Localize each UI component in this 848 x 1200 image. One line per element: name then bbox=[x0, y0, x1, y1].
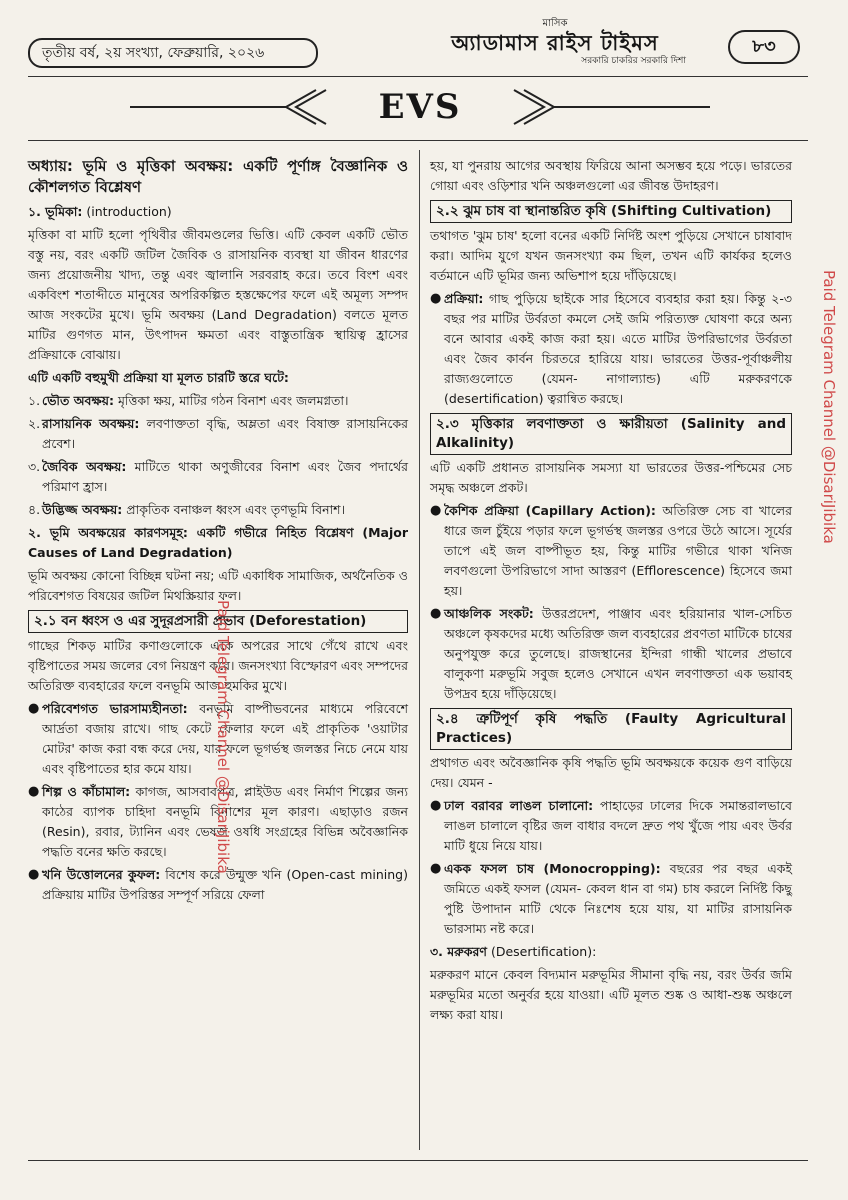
section-2-4-text: প্রথাগত এবং অবৈজ্ঞানিক কৃষি পদ্ধতি ভূমি অবক্ষয়কে কয়েক গুণ বাড়িয়ে দেয়। যেমন - bbox=[430, 755, 792, 790]
level-item: ১. ভৌত অবক্ষয়: মৃত্তিকা ক্ষয়, মাটির গঠন বিনাশ এবং জলমগ্নতা। bbox=[28, 393, 349, 408]
section-title: EVS bbox=[378, 87, 462, 127]
watermark-right: Paid Telegram Channel @DisariJibika bbox=[820, 270, 838, 544]
masthead-monthly: মাসিক bbox=[542, 18, 568, 29]
section-2-3-heading: ২.৩ মৃত্তিকার লবণাক্ততা ও ক্ষারীয়তা (Salinity and Alkalinity) bbox=[430, 413, 792, 455]
bullet-item: ● আঞ্চলিক সংকট: উত্তরপ্রদেশ, পাঞ্জাব এবং হরিয়ানার খাল-সেচিত অঞ্চলে কৃষকদের মধ্যে অতিরিক্ত জল ব্যবহারের প্রবণতা মাটিকে চাষের অনুপযুক্ত করে তুলেছে। রাজস্থানের ইন্দিরা গান্ধী খালের প্রভাবে বালুকণা মরুভূমি সবুজ হলেও সেখানে এখন লবণাক্ততা এক ভয়াবহ উপদ্রব হয়ে দাঁড়িয়েছে। bbox=[430, 606, 792, 701]
section-3-text: মরুকরণ মানে কেবল বিদ্যমান মরুভূমির সীমানা বৃদ্ধি নয়, বরং উর্বর জমি মরুভূমির মতো অনুর্বর হয়ে যাওয়া। এটি মূলত শুষ্ক ও আধা-শুষ্ক অঞ্চলে লক্ষ্য করা যায়। bbox=[430, 967, 792, 1022]
column-separator bbox=[419, 150, 420, 1150]
bullet-icon: ● bbox=[430, 798, 442, 813]
bullet-icon: ● bbox=[430, 861, 442, 876]
level-item: ৪. উদ্ভিজ্জ অবক্ষয়: প্রাকৃতিক বনাঞ্চল ধ্বংস এবং তৃণভূমি বিনাশ। bbox=[28, 502, 346, 517]
level-item: ৩. জৈবিক অবক্ষয়: মাটিতে থাকা অণুজীবের বিনাশ এবং জৈব পদার্থের পরিমাণ হ্রাস। bbox=[28, 459, 408, 494]
section-2-2-heading: ২.২ ঝুম চাষ বা স্থানান্তরিত কৃষি (Shifting Cultivation) bbox=[430, 200, 792, 223]
bullet-item: ● প্রক্রিয়া: গাছ পুড়িয়ে ছাইকে সার হিসেবে ব্যবহার করা হয়। কিন্তু ২-৩ বছর পর মাটির উর্বরতা কমলে সেই জমি পরিত্যক্ত ঘোষণা করে অন্য বনে আবার একই কাজ করা হয়। এতে মাটির উপরিভাগের উর্বরতা এবং জৈব কার্বন চিরতরে হারিয়ে যায়। ভারতের উত্তর-পূর্বাঞ্চলীয় রাজ্যগুলোতে (যেমন- নাগাল্যান্ড) এটি মরুকরণকে (desertification) ত্বরান্বিত করছে। bbox=[430, 291, 792, 406]
bullet-icon: ● bbox=[430, 606, 442, 621]
intro-text: মৃত্তিকা বা মাটি হলো পৃথিবীর জীবমণ্ডলের ভিত্তি। এটি কেবল একটি ভৌত বস্তু নয়, বরং একটি জটিল জৈবিক ও রাসায়নিক ব্যবস্থা যা জীবন ধারণের জন্য প্রয়োজনীয় খাদ্য, তন্তু এবং জ্বালানি সরবরাহ করে। তবে বিংশ এবং একবিংশ শতাব্দীতে মানুষের অপরিকল্পিত হস্তক্ষেপের ফলে এই অমূল্য সম্পদ আজ সংকটের মুখে। ভূমি অবক্ষয় (Land Degradation) বলতে মূলত মাটির গুণগত মান, উৎপাদন ক্ষমতা এবং বাস্তুতান্ত্রিক স্থায়িত্ব হ্রাসের প্রক্রিয়াকে বোঝায়। bbox=[28, 227, 408, 362]
bullet-item: ● খনি উত্তোলনের কুফল: বিশেষ করে উন্মুক্ত খনি (Open-cast mining) প্রক্রিয়ায় মাটির উপরিস্তর সম্পূর্ণ সরিয়ে ফেলা bbox=[28, 867, 408, 902]
causes-heading: ২. ভূমি অবক্ষয়ের কারণসমূহ: একটি গভীরে নিহিত বিশ্লেষণ (Major Causes of Land Degradation) bbox=[28, 525, 408, 560]
bullet-item: ● পরিবেশগত ভারসাম্যহীনতা: বনভূমি বাষ্পীভবনের মাধ্যমে পরিবেশে আর্দ্রতা বজায় রাখে। গাছ কেটে ফেলার ফলে এই প্রাকৃতিক 'ওয়াটার মোটর' কাজ করা বন্ধ করে দেয়, যার ফলে ভূগর্ভস্থ জলস্তর নিচে নেমে যায় এবং বৃষ্টিপাতের হার কমে যায়। bbox=[28, 701, 408, 776]
bullet-icon: ● bbox=[28, 784, 40, 799]
section-3-heading: ৩. মরুকরণ (Desertification): bbox=[430, 944, 597, 959]
section-2-1-heading: ২.১ বন ধ্বংস ও এর সুদূরপ্রসারী প্রভাব (Deforestation) bbox=[28, 610, 408, 633]
bullet-icon: ● bbox=[430, 503, 442, 518]
section-2-2-text: তথাগত 'ঝুম চাষ' হলো বনের একটি নির্দিষ্ট অংশ পুড়িয়ে সেখানে চাষাবাদ করা। আদিম যুগে যখন জনসংখ্যা কম ছিল, তখন এটি কার্যকর হলেও বর্তমানে এটি ভূমির জন্য অভিশাপ হয়ে দাঁড়িয়েছে। bbox=[430, 228, 792, 283]
footer-rule bbox=[28, 1160, 808, 1161]
issue-label: তৃতীয় বর্ষ, ২য় সংখ্যা, ফেব্রুয়ারি, ২০২৬ bbox=[28, 38, 318, 68]
masthead bbox=[410, 18, 700, 67]
level-item: ২. রাসায়নিক অবক্ষয়: লবণাক্ততা বৃদ্ধি, অম্লতা এবং বিষাক্ত রাসায়নিকের প্রবেশ। bbox=[28, 416, 408, 451]
page-number: ৮৩ bbox=[728, 30, 800, 64]
bullet-icon: ● bbox=[28, 867, 40, 882]
section-banner bbox=[120, 86, 720, 128]
bullet-item: ● ঢাল বরাবর লাঙল চালানো: পাহাড়ের ঢালের দিকে সমান্তরালভাবে লাঙল চালালে বৃষ্টির জল বাধার বদলে দ্রুত পথ খুঁজে পায় এবং উর্বর মাটি ধুয়ে নিয়ে যায়। bbox=[430, 798, 792, 853]
right-column bbox=[430, 156, 792, 1028]
masthead-tagline: সরকারি চাকরির সরকারি দিশা bbox=[581, 56, 686, 66]
section-2-1-text: গাছের শিকড় মাটির কণাগুলোকে একে অপরের সাথে গেঁথে রাখে এবং বৃষ্টিপাতের সময় জলের বেগ নিয়ন্ত্রণ করে। জনসংখ্যা বিস্ফোরণ এবং সম্পদের অতিরিক্ত ব্যবহারের ফলে বনভূমি আজ হুমকির মুখে। bbox=[28, 638, 408, 693]
section-2-4-heading: ২.৪ ত্রুটিপূর্ণ কৃষি পদ্ধতি (Faulty Agricultural Practices) bbox=[430, 708, 792, 750]
intro-heading: ১. ভূমিকা: (introduction) bbox=[28, 204, 172, 219]
bullet-item: ● শিল্প ও কাঁচামাল: কাগজ, আসবাবপত্র, প্লাইউড এবং নির্মাণ শিল্পের জন্য কাঠের ব্যাপক চাহিদা বনভূমি বিনাশের মূল কারণ। এছাড়াও রজন (Resin), রবার, ট্যানিন এবং ভেষজ ওষধি সংগ্রহের বিভিন্ন অবৈজ্ঞানিক পদ্ধতি বনের ক্ষতি করছে। bbox=[28, 784, 409, 859]
header-rule bbox=[28, 76, 808, 77]
bullet-icon: ● bbox=[28, 701, 40, 716]
bullet-icon: ● bbox=[430, 291, 442, 306]
chapter-title: অধ্যায়: ভূমি ও মৃত্তিকা অবক্ষয়: একটি পূর্ণাঙ্গ বৈজ্ঞানিক ও কৌশলগত বিশ্লেষণ bbox=[28, 157, 408, 196]
bullet-item: ● কৈশিক প্রক্রিয়া (Capillary Action): অতিরিক্ত সেচ বা খালের ধারে জল চুঁইয়ে পড়ার ফলে ভূগর্ভস্থ জলস্তর ওপরে উঠে আসে। সূর্যের তাপে এই জল বাষ্পীভূত হয়, কিন্তু মাটির গভীরে থাকা খনিজ লবণগুলো উপরিভাগে সাদা আস্তরণ (Efflorescence) হিসেবে জমা হয়। bbox=[430, 503, 792, 598]
section-2-3-text: এটি একটি প্রধানত রাসায়নিক সমস্যা যা ভারতের উত্তর-পশ্চিমের সেচ সমৃদ্ধ অঞ্চলে প্রকট। bbox=[430, 460, 792, 495]
continued-text: হয়, যা পুনরায় আগের অবস্থায় ফিরিয়ে আনা অসম্ভব হয়ে পড়ে। ভারতের গোয়া এবং ওড়িশার খনি অঞ্চলগুলো এর জীবন্ত উদাহরণ। bbox=[430, 158, 792, 193]
causes-text: ভূমি অবক্ষয় কোনো বিচ্ছিন্ন ঘটনা নয়; এটি একাধিক সামাজিক, অর্থনৈতিক ও পরিবেশগত বিষয়ের জটিল মিথস্ক্রিয়ার ফল। bbox=[28, 568, 408, 603]
page: তৃতীয় বর্ষ, ২য় সংখ্যা, ফেব্রুয়ারি, ২০২৬ মাসিক অ্যাডামাস রাইস টাইমস সরকারি চাকরির সরকারি দিশা ৮৩ EVS অধ্যায়: ভূমি ও মৃত্তিকা অবক্ষয়: একটি পূর্ণাঙ্গ বৈজ্ঞানিক ও কৌশলগত বিশ্লেষণ ১. ভূমিকা: (introduction) মৃত্তিকা বা মাটি হলো পৃথিবীর জীবমণ্ডলের ভিত্তি। এটি কেবল একটি ভৌত বস্তু নয়, বরং একটি জটিল জৈবিক ও রাসায়নিক ব্যবস্থা যা জীবন ধারণের জন্য প্রয়োজনীয় খাদ্য, তন্তু এবং জ্বালানি সরবরাহ করে। তবে বিংশ এবং একবিংশ শতাব্দীতে মানুষের অপরিকল্পিত হস্তক্ষেপের ফলে এই অমূল্য সম্পদ আজ সংকটের মুখে। ভূমি অবক্ষয় (Land Degradation) বলতে মূলত মাটির গুণগত মান, উৎপাদন ক্ষমতা এবং বাস্তুতান্ত্রিক স্থায়িত্ব হ্রাসের প্রক্রিয়াকে বোঝায়। এটি একটি বহুমুখী প্রক্রিয়া যা মূলত চারটি স্তরে ঘটে: ১. ভৌত অবক্ষয়: মৃত্তিকা ক্ষয়, মাটির গঠন বিনাশ এবং জলমগ্নতা। ২. রাসায়নিক অবক্ষয়: লবণাক্ততা বৃদ্ধি, অম্লতা এবং বিষাক্ত রাসায়নিকের প্রবেশ। ৩. জৈবিক অবক্ষয়: মাটিতে থাকা অণুজীবের বিনাশ এবং জৈব পদার্থের পরিমাণ হ্রাস। ৪. উদ্ভিজ্জ অবক্ষয়: প্রাকৃতিক বনাঞ্চল ধ্বংস এবং তৃণভূমি বিনাশ। ২. ভূমি অবক্ষয়ের কারণসমূহ: একটি গভীরে নিহিত বিশ্লেষণ (Major Causes of Land Degradation) ভূমি অবক্ষয় কোনো বিচ্ছিন্ন ঘটনা নয়; এটি একাধিক সামাজিক, অর্থনৈতিক ও পরিবেশগত বিষয়ের জটিল মিথস্ক্রিয়ার ফল। ২.১ বন ধ্বংস ও এর সুদূরপ্রসারী প্রভাব (Deforestation) গাছের শিকড় মাটির কণাগুলোকে একে অপরের সাথে গেঁথে রাখে এবং বৃষ্টিপাতের সময় জলের বেগ নিয়ন্ত্রণ করে। জনসংখ্যা বিস্ফোরণ এবং সম্পদের অতিরিক্ত ব্যবহারের ফলে বনভূমি আজ হুমকির মুখে। ● পরিবেশগত ভারসাম্যহীনতা: বনভূমি বাষ্পীভবনের মাধ্যমে পরিবেশে আর্দ্রতা বজায় রাখে। গাছ কেটে ফেলার ফলে এই প্রাকৃতিক 'ওয়াটার মোটর' কাজ করা বন্ধ করে দেয়, যার ফলে ভূগর্ভস্থ জলস্তর নিচে নেমে যায় এবং বৃষ্টিপাতের হার কমে যায়। ● শিল্প ও কাঁচামাল: কাগজ, আসবাবপত্র, প্লাইউড এবং নির্মাণ শিল্পের জন্য কাঠের ব্যাপক চাহিদা বনভূমি বিনাশের মূল কারণ। এছাড়াও রজন (Resin), রবার, ট্যানিন এবং ভেষজ ওষধি সংগ্রহের বিভিন্ন অবৈজ্ঞানিক পদ্ধতি বনের ক্ষতি করছে। ● খনি উত্তোলনের কুফল: বিশেষ করে উন্মুক্ত খনি (Open-cast mining) প্রক্রিয়ায় মাটির উপরিস্তর সম্পূর্ণ সরিয়ে ফেলা হয়, যা পুনরায় আগের অবস্থায় ফিরিয়ে আনা অসম্ভব হয়ে পড়ে। ভারতের গোয়া এবং ওড়িশার খনি অঞ্চলগুলো এর জীবন্ত উদাহরণ। ২.২ ঝুম চাষ বা স্থানান্তরিত কৃষি (Shifting Cultivation) তথাগত 'ঝুম চাষ' হলো বনের একটি নির্দিষ্ট অংশ পুড়িয়ে সেখানে চাষাবাদ করা। আদিম যুগে যখন জনসংখ্যা কম ছিল, তখন এটি কার্যকর হলেও বর্তমানে এটি ভূমির জন্য অভিশাপ হয়ে দাঁড়িয়েছে। ● প্রক্রিয়া: গাছ পুড়িয়ে ছাইকে সার হিসেবে ব্যবহার করা হয়। কিন্তু ২-৩ বছর পর মাটির উর্বরতা কমলে সেই জমি পরিত্যক্ত ঘোষণা করে অন্য বনে আবার একই কাজ করা হয়। এতে মাটির উপরিভাগের উর্বরতা এবং জৈব কার্বন চিরতরে হারিয়ে যায়। ভারতের উত্তর-পূর্বাঞ্চলীয় রাজ্যগুলোতে (যেমন- নাগাল্যান্ড) এটি মরুকরণকে (desertification) ত্বরান্বিত করছে। ২.৩ মৃত্তিকার লবণাক্ততা ও ক্ষারীয়তা (Salinity and Alkalinity) এটি একটি প্রধানত রাসায়নিক সমস্যা যা ভারতের উত্তর-পশ্চিমের সেচ সমৃদ্ধ অঞ্চলে প্রকট। ● কৈশিক প্রক্রিয়া (Capillary Action): অতিরিক্ত সেচ বা খালের ধারে জল চুঁইয়ে পড়ার ফলে ভূগর্ভস্থ জলস্তর ওপরে উঠে আসে। সূর্যের তাপে এই জল বাষ্পীভূত হয়, কিন্তু মাটির গভীরে থাকা খনিজ লবণগুলো উপরিভাগে সাদা আস্তরণ (Efflorescence) হিসেবে জমা হয়। ● আঞ্চলিক সংকট: উত্তরপ্রদেশ, পাঞ্জাব এবং হরিয়ানার খাল-সেচিত অঞ্চলে কৃষকদের মধ্যে অতিরিক্ত জল ব্যবহারের প্রবণতা মাটিকে চাষের অনুপযুক্ত করে তুলেছে। রাজস্থানের ইন্দিরা গান্ধী খালের প্রভাবে বালুকণা মরুভূমি সবুজ হলেও সেখানে এখন লবণাক্ততা এক ভয়াবহ উপদ্রব হয়ে দাঁড়িয়েছে। ২.৪ ত্রুটিপূর্ণ কৃষি পদ্ধতি (Faulty Agricultural Practices) প্রথাগত এবং অবৈজ্ঞানিক কৃষি পদ্ধতি ভূমি অবক্ষয়কে কয়েক গুণ বাড়িয়ে দেয়। যেমন - ● ঢাল বরাবর লাঙল চালানো: পাহাড়ের ঢালের দিকে সমান্তরালভাবে লাঙল চালালে বৃষ্টির জল বাধার বদলে দ্রুত পথ খুঁজে পায় এবং উর্বর মাটি ধুয়ে নিয়ে যায়। ● একক ফসল চাষ (Monocropping): বছরের পর বছর একই জমিতে একই ফসল (যেমন- কেবল ধান বা গম) চাষ করলে নির্দিষ্ট কিছু পুষ্টি উপাদান মাটি থেকে নিঃশেষ হয়ে যায়, যা মাটির রাসায়নিক ভারসাম্য নষ্ট করে। ৩. মরুকরণ (Desertification): মরুকরণ মানে কেবল বিদ্যমান মরুভূমির সীমানা বৃদ্ধি নয়, বরং উর্বর জমি মরুভূমির মতো অনুর্বর হয়ে যাওয়া। এটি মূলত শুষ্ক ও আধা-শুষ্ক অঞ্চলে লক্ষ্য করা যায়। Paid Telegram Channel @DisariJibika Paid Telegram Channel @DisariJibika bbox=[0, 0, 848, 1200]
levels-intro: এটি একটি বহুমুখী প্রক্রিয়া যা মূলত চারটি স্তরে ঘটে: bbox=[28, 370, 289, 385]
banner-rule bbox=[28, 140, 808, 141]
masthead-title: অ্যাডামাস রাইস টাইমস bbox=[451, 31, 659, 55]
bullet-item: ● একক ফসল চাষ (Monocropping): বছরের পর বছর একই জমিতে একই ফসল (যেমন- কেবল ধান বা গম) চাষ করলে নির্দিষ্ট কিছু পুষ্টি উপাদান মাটি থেকে নিঃশেষ হয়ে যায়, যা মাটির রাসায়নিক ভারসাম্য নষ্ট করে। bbox=[430, 861, 792, 936]
